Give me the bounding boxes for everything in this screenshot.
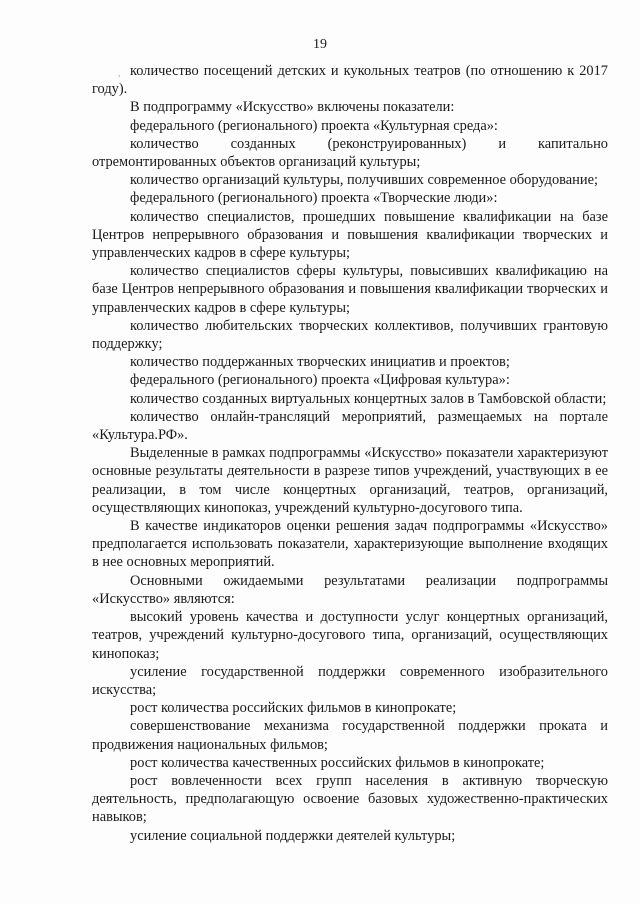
paragraph: усиление социальной поддержки деятелей культуры; (130, 827, 456, 844)
paragraph: высокий уровень качества и доступности услуг концертных организаций, театров, учреждений культурно-досугового типа, организаций, осуществляющих кинопоказ; (92, 609, 608, 662)
paragraph: федерального (регионального) проекта «Цифровая культура»: (130, 372, 510, 389)
document-body (92, 62, 608, 845)
paragraph: рост количества российских фильмов в кинопрокате; (130, 700, 457, 717)
paragraph: федерального (регионального) проекта «Культурная среда»: (130, 117, 498, 134)
paragraph: количество организаций культуры, получивших современное оборудование; (130, 172, 598, 189)
paragraph: рост вовлеченности всех групп населения в активную творческую деятельность, предполагающую освоение базовых художественно-практических навыков; (92, 772, 608, 826)
paragraph: В качестве индикаторов оценки решения задач подпрограммы «Искусство» предполагается использовать показатели, характеризующие выполнение входящих в нее основных мероприятий. (92, 518, 608, 571)
paragraph: федерального (регионального) проекта «Творческие люди»: (130, 190, 498, 207)
paragraph: количество поддержанных творческих инициатив и проектов; (130, 354, 510, 371)
paragraph: рост количества качественных российских фильмов в кинопрокате; (130, 754, 545, 771)
paragraph: количество специалистов сферы культуры, повысивших квалификацию на базе Центров непрерывного образования и повышения квалификации творческих и управленческих кадров в сфере культуры; (92, 263, 608, 316)
scan-mark: , (118, 68, 121, 78)
paragraph: Выделенные в рамках подпрограммы «Искусство» показатели характеризуют основные результаты деятельности в разрезе типов учреждений, участвующих в ее реализации, в том числе концертных организаций, театров, организаций, осуществляющих кинопоказ, учреждений культурно-досугового типа. (92, 445, 608, 516)
paragraph: В подпрограмму «Искусство» включены показатели: (130, 99, 455, 116)
paragraph: количество созданных виртуальных концертных залов в Тамбовской области; (130, 390, 607, 407)
paragraph: количество созданных (реконструированных) и капитально отремонтированных объектов организаций культуры; (92, 135, 608, 171)
paragraph: усиление государственной поддержки современного изобразительного искусства; (92, 663, 608, 698)
paragraph: количество онлайн-трансляций мероприятий, размещаемых на портале «Культура.РФ». (92, 408, 608, 444)
page-number: 19 (313, 37, 327, 52)
paragraph: количество любительских творческих коллективов, получивших грантовую поддержку; (92, 317, 608, 353)
paragraph: совершенствование механизма государственной поддержки проката и продвижения национальных фильмов; (92, 718, 608, 753)
paragraph: количество посещений детских и кукольных театров (по отношению к 2017 году). (92, 63, 608, 98)
paragraph: количество специалистов, прошедших повышение квалификации на базе Центров непрерывного образования и повышения квалификации творческих и управленческих кадров в сфере культуры; (92, 208, 608, 262)
paragraph: Основными ожидаемыми результатами реализации подпрограммы «Искусство» являются: (92, 572, 608, 607)
